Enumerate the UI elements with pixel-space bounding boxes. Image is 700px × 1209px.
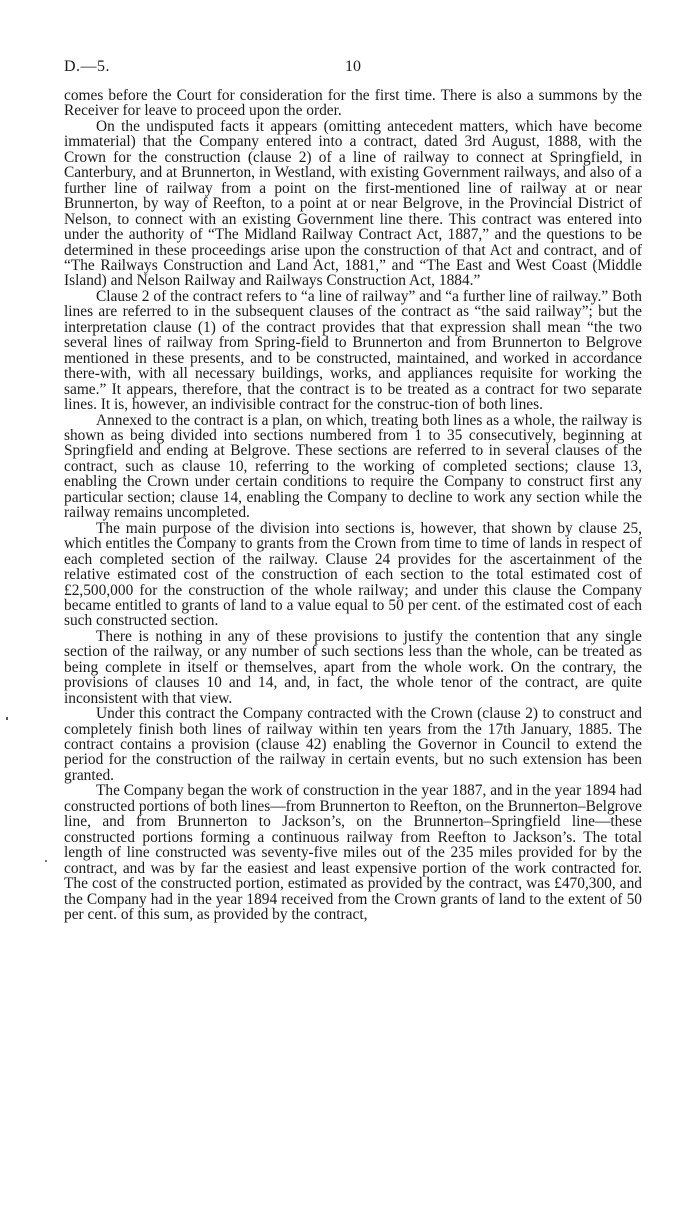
document-page (64, 58, 642, 922)
page-number: 10 (345, 58, 361, 75)
paragraph: Clause 2 of the contract refers to “a line of railway” and “a further line of railway.” Both lines are referred to in the subsequent clauses of the contract as “the said railway”; but the interpretation clause (1) of the contract provides that that expression shall mean “the two several lines of railway from Spring-field to Brunnerton and from Brunnerton to Belgrove mentioned in these presents, and to be constructed, maintained, and worked in accordance there-with, with all necessary buildings, works, and appliances requisite for working the same.” It appears, therefore, that the contract is to be treated as a contract for two separate lines. It is, however, an indivisible contract for the construc-tion of both lines. (64, 287, 642, 414)
document-reference: D.—5. (64, 58, 111, 75)
paragraph: The Company began the work of construction in the year 1887, and in the year 1894 had constructed portions of both lines—from Brunnerton to Reefton, on the Brunnerton–Belgrove line, and from Brunnerton to Jackson’s, on the Brunnerton–Springfield line—these constructed portions forming a continuous railway from Reefton to Jackson’s. The total length of line constructed was seventy-five miles out of the 235 miles provided for by the contract, and was by far the easiest and least expensive portion of the work contracted for. The cost of the constructed portion, estimated as provided by the contract, was £470,300, and the Company had in the year 1894 received from the Crown grants of land to the extent of 50 per cent. of this sum, as provided by the contract, (64, 782, 642, 924)
paragraph: Under this contract the Company contracted with the Crown (clause 2) to construct and completely finish both lines of railway within ten years from the 17th January, 1885. The contract contains a provision (clause 42) enabling the Governor in Council to extend the period for the construction of the railway in certain events, but no such extension has been granted. (64, 705, 642, 784)
document-body (64, 88, 642, 922)
paragraph: Annexed to the contract is a plan, on which, treating both lines as a whole, the railway is shown as being divided into sections numbered from 1 to 35 consecutively, beginning at Springfield and ending at Belgrove. These sections are referred to in several clauses of the contract, such as clause 10, referring to the working of completed sections; clause 13, enabling the Crown under certain conditions to require the Company to construct first any particular section; clause 14, enabling the Company to decline to work any section while the railway remains uncompleted. (64, 411, 642, 522)
paragraph: There is nothing in any of these provisions to justify the contention that any single section of the railway, or any number of such sections less than the whole, can be treated as being complete in itself or themselves, apart from the whole work. On the contrary, the provisions of clauses 10 and 14, and, in fact, the whole tenor of the contract, are quite inconsistent with that view. (64, 627, 642, 707)
paragraph: The main purpose of the division into sections is, however, that shown by clause 25, which entitles the Company to grants from the Crown from time to time of lands in respect of each completed section of the railway. Clause 24 provides for the ascertainment of the relative estimated cost of the construction of each section to the total estimated cost of £2,500,000 for the construction of the whole railway; and under this clause the Company became entitled to grants of land to a value equal to 50 per cent. of the estimated cost of each such constructed section. (64, 519, 642, 630)
margin-speck (6, 717, 8, 720)
page-header (64, 58, 642, 88)
paragraph-continued: comes before the Court for consideration for the first time. There is also a summons by the Receiver for leave to proceed upon the order. (64, 87, 642, 120)
paragraph: On the undisputed facts it appears (omitting antecedent matters, which have become immaterial) that the Company entered into a contract, dated 3rd August, 1888, with the Crown for the construction (clause 2) of a line of railway to connect at Springfield, in Canterbury, and at Brunnerton, in Westland, with existing Government railways, and also of a further line of railway from a point on the first-mentioned line of railway at or near Brunnerton, by way of Reefton, to a point at or near Belgrove, in the Provincial District of Nelson, to connect with an existing Government line there. This contract was entered into under the authority of “The Midland Railway Contract Act, 1887,” and the questions to be determined in these proceedings arise upon the construction of that Act and contract, and of “The Railways Construction and Land Act, 1881,” and “The East and West Coast (Middle Island) and Nelson Railway and Railways Construction Act, 1884.” (64, 117, 642, 290)
margin-speck (45, 860, 47, 862)
